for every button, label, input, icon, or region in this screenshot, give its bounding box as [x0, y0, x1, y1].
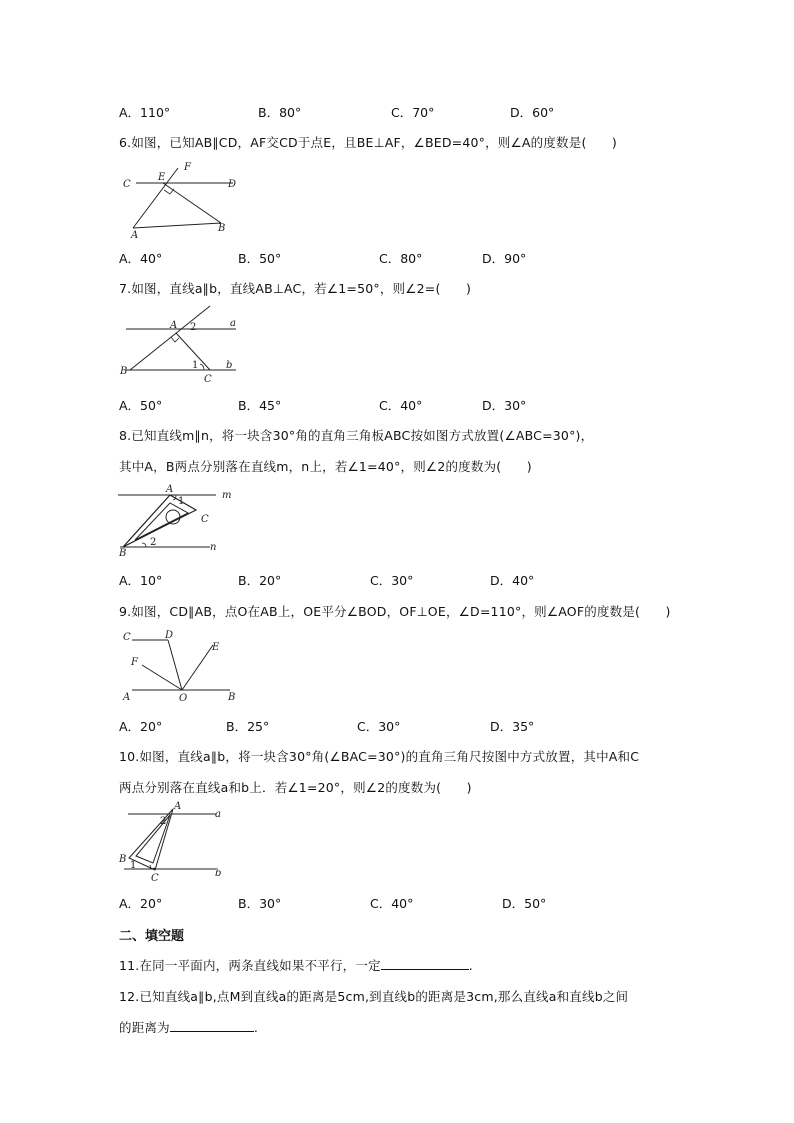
q12-line2: [119, 1018, 258, 1036]
q7-option-b: B．45°: [238, 398, 282, 413]
q9-figure: [118, 627, 243, 707]
q5-option-d: D．60°: [510, 105, 555, 120]
q6-stem: 6.如图，已知AB∥CD，AF交CD于点E，且BE⊥AF，∠BED=40°，则∠A的度数是( ): [119, 135, 617, 150]
q12-text: 的距离为: [119, 1020, 170, 1035]
q11-text: 11.在同一平面内，两条直线如果不平行，一定: [119, 958, 381, 973]
q9-label-f: F: [131, 657, 138, 668]
q7-option-d: D．30°: [482, 398, 527, 413]
q7-label-a: A: [170, 320, 178, 331]
q10-option-c: C．40°: [370, 896, 414, 911]
q8-stem-line2: 其中A，B两点分别落在直线m，n上，若∠1=40°，则∠2的度数为( ): [119, 459, 532, 474]
q8-option-b: B．20°: [238, 573, 282, 588]
q9-label-b: B: [228, 692, 236, 703]
q10-option-d: D．50°: [502, 896, 547, 911]
q9-label-d: D: [165, 630, 174, 641]
q6-label-b: B: [218, 223, 226, 234]
q10-label-c: C: [151, 873, 159, 884]
q8-label-a: A: [166, 484, 174, 495]
q5-option-c: C．70°: [391, 105, 435, 120]
q6-label-e: E: [158, 172, 166, 183]
q6-figure: [118, 158, 243, 241]
q7-label-1: 1: [192, 360, 199, 371]
q8-figure: [118, 482, 236, 557]
q8-label-b: B: [119, 548, 127, 559]
q12-line1: 12.已知直线a∥b,点M到直线a的距离是5cm,到直线b的距离是3cm,那么直线a和直线b之间: [119, 989, 629, 1004]
q11-line: [119, 956, 473, 974]
q8-option-d: D．40°: [490, 573, 535, 588]
q10-stem-line1: 10.如图，直线a∥b，将一块含30°角(∠BAC=30°)的直角三角尺按图中方式放置，其中A和C: [119, 749, 640, 764]
q5-option-a: A．110°: [119, 105, 171, 120]
q9-option-a: A．20°: [119, 719, 163, 734]
q8-option-a: A．10°: [119, 573, 163, 588]
q7-label-line-a: a: [230, 318, 236, 329]
q8-stem-line1: 8.已知直线m∥n，将一块含30°角的直角三角板ABC按如图方式放置(∠ABC=30°)，: [119, 428, 594, 443]
q7-option-a: A．50°: [119, 398, 163, 413]
q10-option-b: B．30°: [238, 896, 282, 911]
q10-label-b: B: [119, 854, 127, 865]
q6-option-b: B．50°: [238, 251, 282, 266]
q12-end: .: [253, 1020, 258, 1035]
q8-label-2: 2: [150, 537, 157, 548]
section-title-fill-blank: 二、填空题: [119, 929, 185, 944]
q6-label-f: F: [184, 162, 191, 173]
q6-option-d: D．90°: [482, 251, 527, 266]
q5-option-b: B．80°: [258, 105, 302, 120]
q9-option-c: C．30°: [357, 719, 401, 734]
q7-option-c: C．40°: [379, 398, 423, 413]
q8-label-1: 1: [178, 496, 185, 507]
q7-stem: 7.如图，直线a∥b，直线AB⊥AC，若∠1=50°，则∠2=( ): [119, 281, 472, 296]
q7-label-2: 2: [190, 322, 197, 333]
q7-label-line-b: b: [226, 360, 233, 371]
q9-stem: 9.如图，CD∥AB，点O在AB上，OE平分∠BOD，OF⊥OE，∠D=110°，则∠AOF的度数是( ): [119, 604, 671, 619]
q6-label-d: D: [228, 179, 237, 190]
q11-end: .: [468, 958, 473, 973]
q9-label-e: E: [212, 642, 220, 653]
q9-option-d: D．35°: [490, 719, 535, 734]
q9-label-o: O: [179, 693, 188, 704]
q6-label-c: C: [123, 179, 131, 190]
q10-option-a: A．20°: [119, 896, 163, 911]
q7-label-c: C: [204, 374, 212, 385]
q6-option-a: A．40°: [119, 251, 163, 266]
q8-label-n: n: [210, 542, 217, 553]
q10-figure: [118, 801, 233, 885]
q8-option-c: C．30°: [370, 573, 414, 588]
q12-answer-blank[interactable]: [170, 1019, 254, 1032]
q6-label-a: A: [131, 230, 139, 241]
q10-label-2: 2: [160, 816, 167, 827]
q10-label-a: A: [174, 801, 182, 812]
q7-figure: [118, 302, 243, 384]
q11-answer-blank[interactable]: [381, 957, 469, 970]
q10-label-line-a: a: [215, 809, 221, 820]
q10-label-1: 1: [130, 860, 137, 871]
q9-option-b: B．25°: [226, 719, 270, 734]
q8-label-c: C: [201, 514, 209, 525]
q8-label-m: m: [222, 490, 232, 501]
q10-stem-line2: 两点分别落在直线a和b上．若∠1=20°，则∠2的度数为( ): [119, 780, 472, 795]
q9-label-a: A: [123, 692, 131, 703]
q9-label-c: C: [123, 632, 131, 643]
q10-label-line-b: b: [215, 868, 222, 879]
q6-option-c: C．80°: [379, 251, 423, 266]
q7-label-b: B: [120, 366, 128, 377]
